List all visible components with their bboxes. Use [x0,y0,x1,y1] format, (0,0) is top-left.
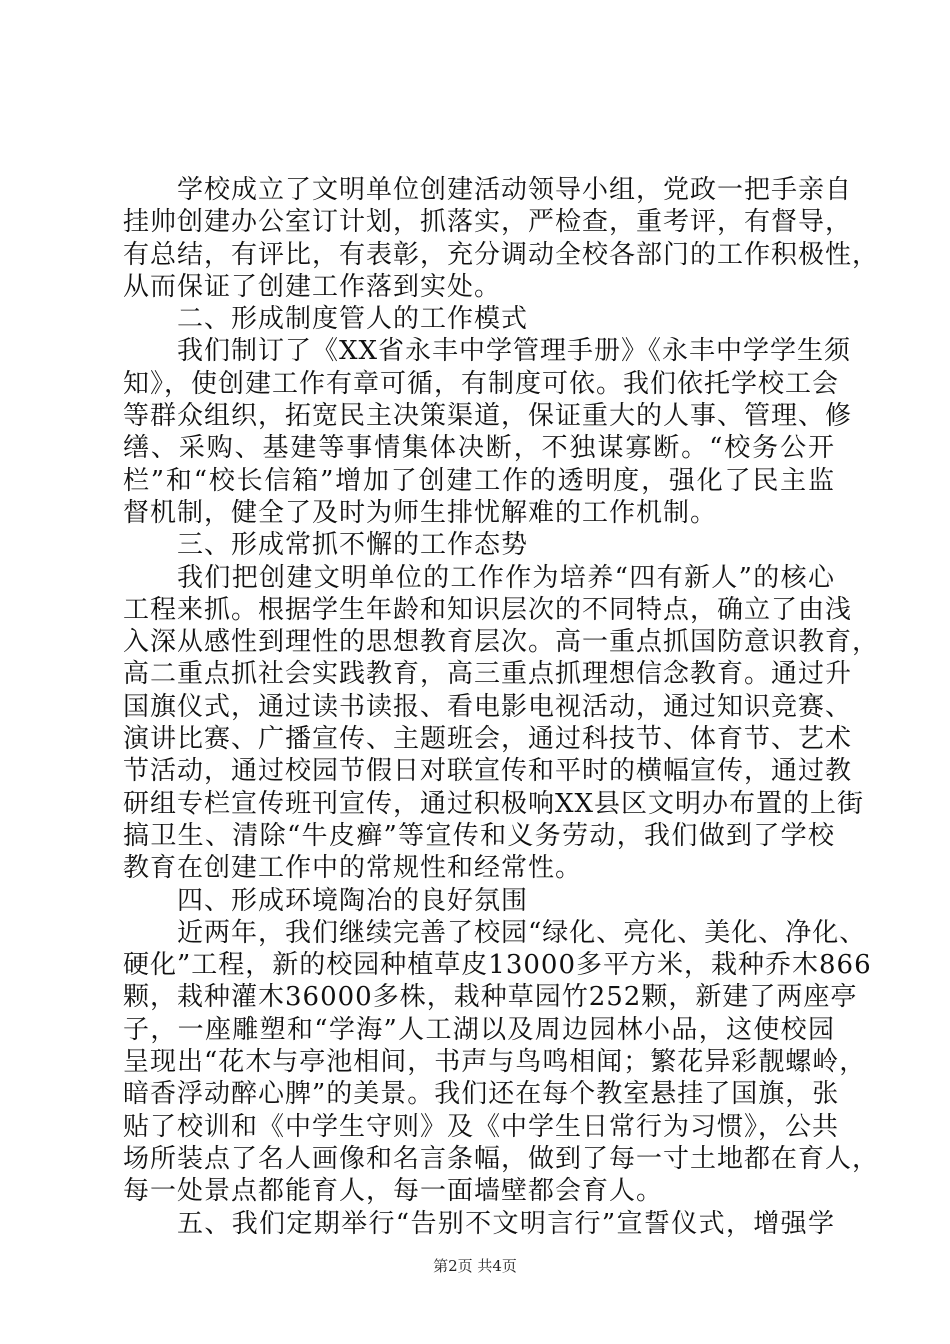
text-line: 每一处景点都能育人，每一面墙壁都会育人。 [123,1176,664,1207]
page-footer: 第2页 共4页 [433,1257,517,1275]
text-line: 高二重点抓社会实践教育，高三重点抓理想信念教育。通过升 [123,659,853,690]
text-line: 学校成立了文明单位创建活动领导小组，党政一把手亲自 [177,175,853,205]
text-line: 有总结，有评比，有表彰，充分调动全校各部门的工作积极性， [123,239,880,270]
text-line: 演讲比赛、广播宣传、主题班会，通过科技节、体育节、艺术 [123,724,853,755]
text-line: 教育在创建工作中的常规性和经常性。 [123,853,583,884]
text-line: 我们把创建文明单位的工作作为培养“四有新人”的核心 [177,562,835,593]
text-line: 研组专栏宣传班刊宣传，通过积极响XX县区文明办布置的上街 [123,788,865,819]
text-line: 我们制订了《XX省永丰中学管理手册》《永丰中学学生须 [177,336,852,367]
text-line: 等群众组织，拓宽民主决策渠道，保证重大的人事、管理、修 [123,401,853,432]
text-line: 栏”和“校长信箱”增加了创建工作的透明度，强化了民主监 [123,465,835,496]
text-line: 工程来抓。根据学生年龄和知识层次的不同特点，确立了由浅 [123,594,853,625]
text-line: 子，一座雕塑和“学海”人工湖以及周边园林小品，这使校园 [123,1014,835,1045]
text-line: 挂帅创建办公室订计划，抓落实，严检查，重考评，有督导， [123,207,853,238]
text-line: 节活动，通过校园节假日对联宣传和平时的横幅宣传，通过教 [123,756,853,787]
text-line: 场所装点了名人画像和名言条幅，做到了每一寸土地都在育人， [123,1143,880,1174]
text-line: 二、形成制度管人的工作模式 [177,304,529,335]
text-line: 近两年，我们继续完善了校园“绿化、亮化、美化、净化、 [177,917,867,948]
text-line: 暗香浮动醉心脾”的美景。我们还在每个教室悬挂了国旗，张 [123,1079,840,1110]
text-line: 三、形成常抓不懈的工作态势 [177,530,529,561]
text-line: 呈现出“花木与亭池相间，书声与鸟鸣相闻；繁花异彩靓螺岭， [123,1047,867,1078]
text-line: 五、我们定期举行“告别不文明言行”宣誓仪式，增强学 [177,1208,835,1239]
text-line: 贴了校训和《中学生守则》及《中学生日常行为习惯》，公共 [123,1111,840,1142]
text-line: 四、形成环境陶冶的良好氛围 [177,885,529,916]
text-line: 督机制，健全了及时为师生排忧解难的工作机制。 [123,497,718,528]
text-line: 搞卫生、清除“牛皮癣”等宣传和义务劳动，我们做到了学校 [123,820,835,851]
text-line: 从而保证了创建工作落到实处。 [123,271,502,302]
text-line: 硬化”工程，新的校园种植草皮13000多平方米，栽种乔木866 [123,950,872,981]
text-line: 颗，栽种灌木36000多株，栽种草园竹252颗，新建了两座亭 [123,982,858,1013]
text-line: 缮、采购、基建等事情集体决断，不独谋寡断。“校务公开 [123,433,835,464]
document-body [123,174,880,1240]
text-line: 入深从感性到理性的思想教育层次。高一重点抓国防意识教育， [123,627,880,658]
text-line: 知》，使创建工作有章可循，有制度可依。我们依托学校工会 [123,368,840,399]
text-line: 国旗仪式，通过读书读报、看电影电视活动，通过知识竞赛、 [123,691,853,722]
